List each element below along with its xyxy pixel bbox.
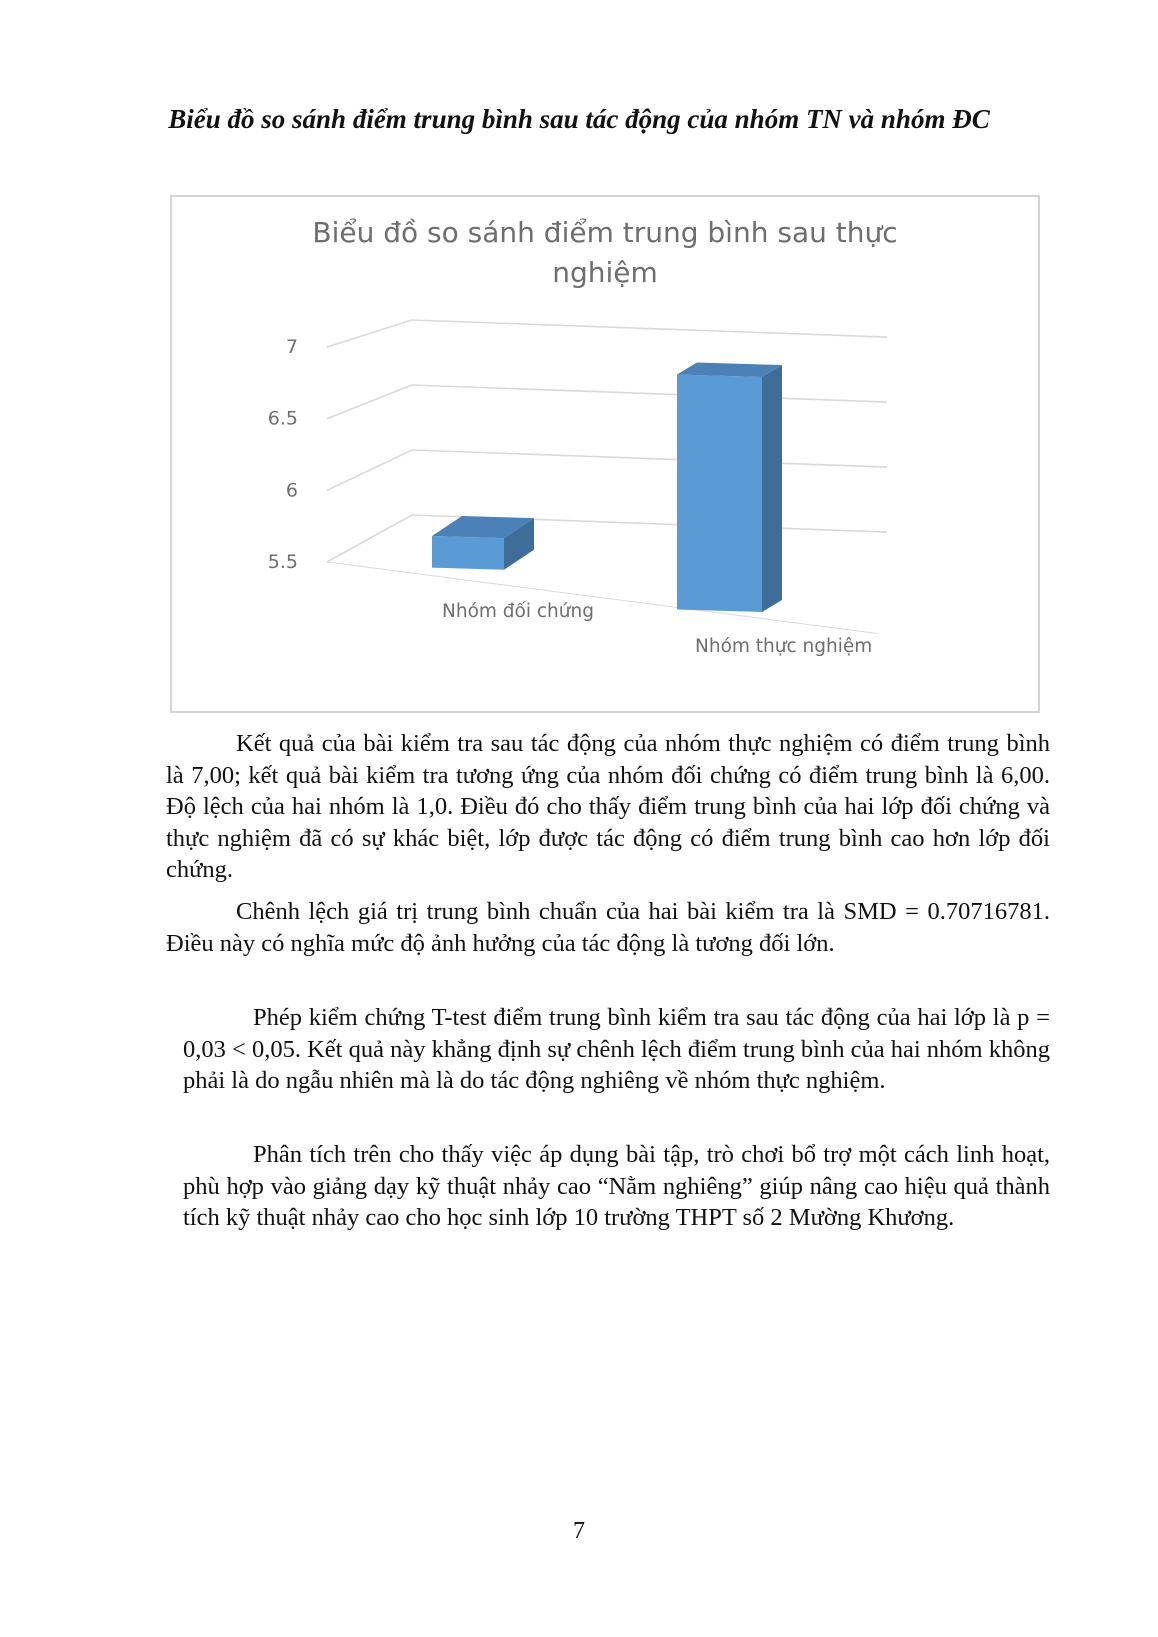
chart-frame xyxy=(170,195,1040,713)
x-axis-labels xyxy=(442,601,872,657)
y-tick-label: 7 xyxy=(285,336,298,358)
gridline xyxy=(327,385,887,419)
bar-chart-3d xyxy=(172,197,1038,711)
gridlines xyxy=(327,320,887,634)
y-tick-label: 6 xyxy=(285,479,298,502)
bar-front-1 xyxy=(432,536,504,570)
floor-front-edge xyxy=(327,562,877,634)
page-number: 7 xyxy=(573,1518,585,1544)
y-tick-label: 6.5 xyxy=(267,407,298,430)
bar-side-2 xyxy=(762,365,782,612)
paragraph-results-text: Kết quả của bài kiểm tra sau tác động của nhóm thực nghiệm có điểm trung bình là 7,00; kết quả bài kiểm tra tương ứng của nhóm đối chứng có điểm trung bình là 6,00. Độ lệch của hai nhóm là 1,0. Điều đó cho thấy điểm trung bình của hai lớp đối chứng và thực nghiệm đã có sự khác biệt, lớp được tác động có điểm trung bình cao hơn lớp đối chứng. xyxy=(166,730,1050,883)
x-tick-label: Nhóm đối chứng xyxy=(442,601,594,622)
paragraph-smd xyxy=(166,896,1050,959)
y-tick-label: 5.5 xyxy=(267,551,298,573)
figure-caption: Biểu đồ so sánh điểm trung bình sau tác động của nhóm TN và nhóm ĐC xyxy=(168,104,990,134)
chart-title-line2: nghiệm xyxy=(552,256,658,289)
paragraph-results xyxy=(166,728,1050,886)
chart-title-line1: Biểu đồ so sánh điểm trung bình sau thực xyxy=(312,216,898,249)
paragraph-conclusion xyxy=(183,1139,1050,1234)
paragraph-smd-text: Chênh lệch giá trị trung bình chuẩn của hai bài kiểm tra là SMD = 0.70716781. Điều này có nghĩa mức độ ảnh hưởng của tác động là tương đối lớn. xyxy=(166,898,1050,957)
y-axis-ticks xyxy=(268,336,298,573)
gridline xyxy=(327,450,887,490)
gridline xyxy=(327,320,887,347)
paragraph-ttest xyxy=(183,1002,1050,1097)
paragraph-conclusion-text: Phân tích trên cho thấy việc áp dụng bài tập, trò chơi bổ trợ một cách linh hoạt, phù hợp vào giảng dạy kỹ thuật nhảy cao “Nằm nghiêng” giúp nâng cao hiệu quả thành tích kỹ thuật nhảy cao cho học sinh lớp 10 trường THPT số 2 Mường Khương. xyxy=(183,1141,1050,1231)
x-tick-label: Nhóm thực nghiệm xyxy=(695,636,873,657)
bars xyxy=(432,363,782,613)
paragraph-ttest-text: Phép kiểm chứng T-test điểm trung bình kiểm tra sau tác động của hai lớp là p = 0,03 < 0,05. Kết quả này khẳng định sự chênh lệch điểm trung bình của hai nhóm không phải là do ngẫu nhiên mà là do tác động nghiêng về nhóm thực nghiệm. xyxy=(183,1004,1050,1094)
bar-front-2 xyxy=(677,375,762,613)
gridline xyxy=(327,515,887,562)
